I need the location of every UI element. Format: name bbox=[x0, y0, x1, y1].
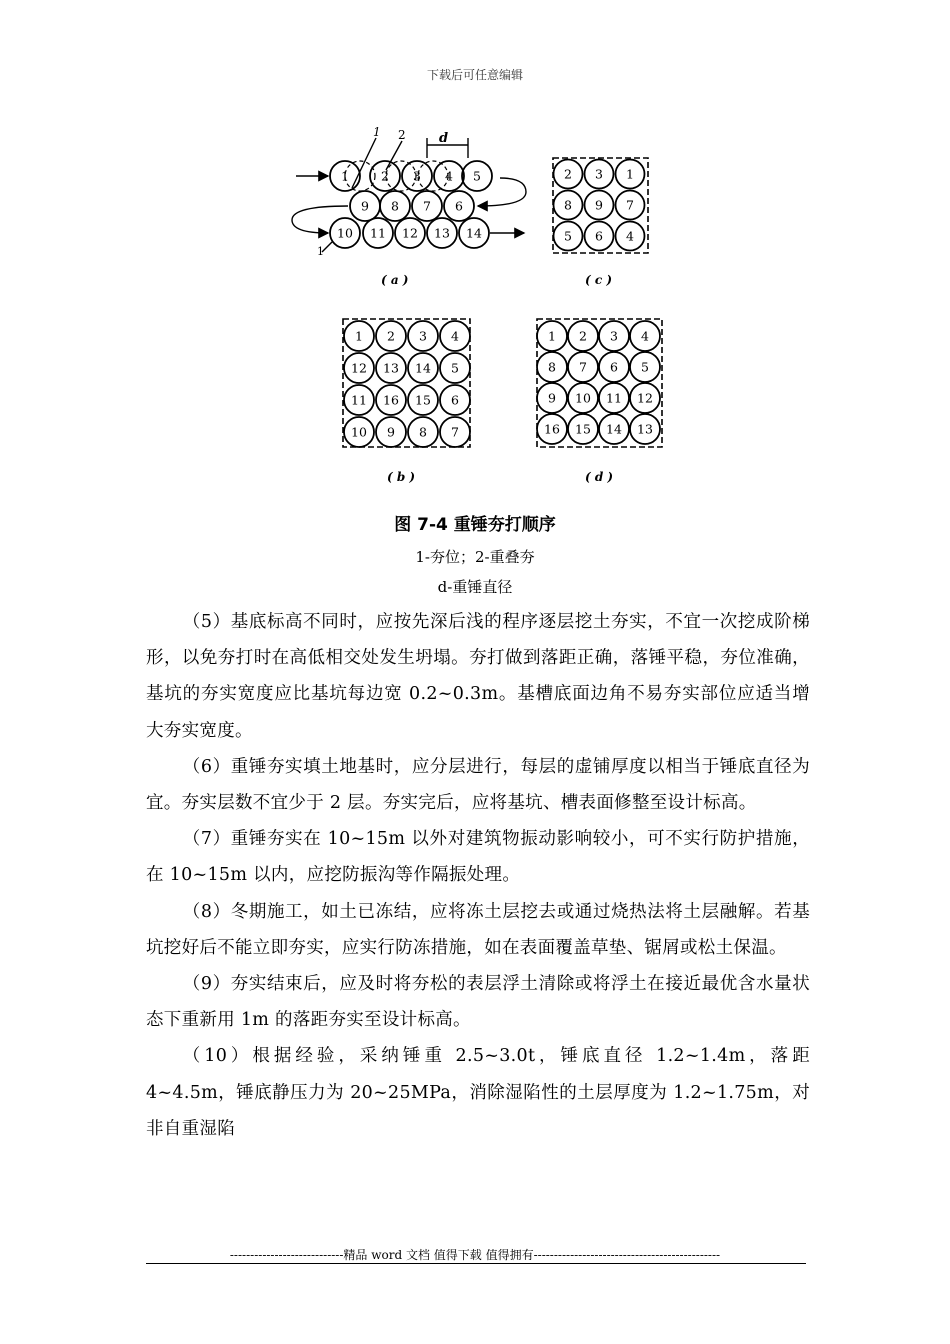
panel-a-row3-3-label: 12 bbox=[402, 225, 418, 241]
panel-d-r2c1-label: 8 bbox=[548, 359, 556, 375]
panel-d-r4c1-label: 16 bbox=[544, 421, 560, 437]
caption-b: ( b ) bbox=[387, 470, 416, 484]
panel-d-r3c3-label: 11 bbox=[606, 390, 622, 406]
panel-a-row1-4-label: 4 bbox=[445, 168, 453, 184]
panel-c-r3c3-label: 4 bbox=[626, 228, 634, 244]
panel-b-r4c4-label: 7 bbox=[451, 424, 459, 440]
paragraph-7: （7）重锤夯实在 10~15m 以外对建筑物振动影响较小，可不实行防护措施，在 10~15m 以内，应挖防振沟等作隔振处理。 bbox=[146, 829, 810, 886]
panel-d-r3c2-label: 10 bbox=[575, 390, 591, 406]
panel-a-row1-2-label: 2 bbox=[381, 168, 389, 184]
figure-legend-line-1: 1-夯位；2-重叠夯 bbox=[415, 548, 535, 566]
panel-d-r3c4-label: 12 bbox=[637, 390, 653, 406]
panel-b-r2c1-label: 12 bbox=[351, 360, 367, 376]
panel-a-row1-5-label: 5 bbox=[473, 168, 481, 184]
panel-d-r1c2-label: 2 bbox=[579, 328, 587, 344]
page-footer: ----------------------------精品 word 文档 值得下载 值得拥有---------------------------------------------- bbox=[229, 1248, 721, 1262]
page-header: 下载后可任意编辑 bbox=[426, 68, 523, 82]
panel-c-r2c2-label: 9 bbox=[595, 197, 603, 213]
figure-title: 图 7-4 重锤夯打顺序 bbox=[394, 515, 556, 535]
panel-a-row3-5-label: 14 bbox=[466, 225, 482, 241]
paragraph-6: （6）重锤夯实填土地基时，应分层进行，每层的虚铺厚度以相当于锤底直径为宜。夯实层数不宜少于 2 层。夯实完后，应将基坑、槽表面修整至设计标高。 bbox=[146, 756, 810, 814]
panel-d-r1c4-label: 4 bbox=[641, 328, 649, 344]
paragraph-5: （5）基底标高不同时，应按先深后浅的程序逐层挖土夯实，不宜一次挖成阶梯形，以免夯打时在高低相交处发生坍塌。夯打做到落距正确，落锤平稳，夯位准确，基坑的夯实宽度应比基坑每边宽 0.2~0.3m。基槽底面边角不易夯实部位应适当增大夯实宽度。 bbox=[146, 612, 810, 741]
dimension-label-d: d bbox=[439, 131, 449, 146]
panel-a-callout-line-1 bbox=[352, 138, 376, 188]
panel-a-return-arrow-right bbox=[478, 178, 526, 206]
panel-a-row3-2-label: 11 bbox=[370, 225, 386, 241]
panel-d-r2c2-label: 7 bbox=[579, 359, 587, 375]
panel-b-r1c2-label: 2 bbox=[387, 328, 395, 344]
panel-c-r2c3-label: 7 bbox=[626, 197, 634, 213]
panel-b-r1c3-label: 3 bbox=[419, 328, 427, 344]
panel-a-row1-1-label: 1 bbox=[341, 168, 349, 184]
panel-b-r1c4-label: 4 bbox=[451, 328, 459, 344]
paragraph-10: （10）根据经验，采纳锤重 2.5~3.0t，锤底直径 1.2~1.4m，落距 4~4.5m，锤底静压力为 20~25MPa，消除湿陷性的土层厚度为 1.2~1.75m，对非自重湿陷 bbox=[146, 1046, 810, 1139]
caption-a: ( a ) bbox=[381, 273, 409, 287]
panel-b-r3c3-label: 15 bbox=[415, 392, 431, 408]
panel-b-r4c1-label: 10 bbox=[351, 424, 367, 440]
panel-c-r1c2-label: 3 bbox=[595, 166, 603, 182]
panel-b-r4c2-label: 9 bbox=[387, 424, 395, 440]
panel-a-row2-2-label: 8 bbox=[391, 198, 399, 214]
footer-rule bbox=[146, 1263, 806, 1264]
paragraph-8: （8）冬期施工，如土已冻结，应将冻土层挖去或通过烧热法将土层融解。若基坑挖好后不能立即夯实，应实行防冻措施，如在表面覆盖草垫、锯屑或松土保温。 bbox=[146, 901, 810, 958]
panel-b-r3c2-label: 16 bbox=[383, 392, 399, 408]
caption-c: ( c ) bbox=[585, 273, 613, 287]
panel-d-r4c4-label: 13 bbox=[637, 421, 653, 437]
panel-d-r4c3-label: 14 bbox=[606, 421, 622, 437]
panel-a-row3-4-label: 13 bbox=[434, 225, 450, 241]
panel-d-r1c3-label: 3 bbox=[610, 328, 618, 344]
panel-c-r3c1-label: 5 bbox=[564, 228, 572, 244]
panel-a-row2-1-label: 9 bbox=[361, 198, 369, 214]
panel-a-overlap-3-circle bbox=[418, 161, 448, 191]
panel-d-r2c3-label: 6 bbox=[610, 359, 618, 375]
panel-d-r2c4-label: 5 bbox=[641, 359, 649, 375]
panel-d-r3c1-label: 9 bbox=[548, 390, 556, 406]
callout-label-1: 1 bbox=[373, 125, 381, 139]
panel-a-row1-3-label: 3 bbox=[413, 168, 421, 184]
panel-a-row2-3-label: 7 bbox=[423, 198, 431, 214]
callout-label-1-lower: 1 bbox=[317, 245, 324, 258]
panel-d-r4c2-label: 15 bbox=[575, 421, 591, 437]
panel-a-callout-line-2 bbox=[386, 141, 402, 170]
panel-c-r2c1-label: 8 bbox=[564, 197, 572, 213]
panel-a-row3-1-label: 10 bbox=[337, 225, 353, 241]
body-text bbox=[146, 604, 810, 1147]
panel-a-overlap-2-circle bbox=[386, 161, 416, 191]
panel-b-r2c3-label: 14 bbox=[415, 360, 431, 376]
callout-label-2: 2 bbox=[398, 128, 406, 142]
panel-c-r1c1-label: 2 bbox=[564, 166, 572, 182]
tamping-sequence-figure bbox=[0, 0, 950, 500]
panel-b-r2c2-label: 13 bbox=[383, 360, 399, 376]
panel-c-r1c3-label: 1 bbox=[626, 166, 634, 182]
paragraph-9: （9）夯实结束后，应及时将夯松的表层浮土清除或将浮土在接近最优含水量状态下重新用 1m 的落距夯实至设计标高。 bbox=[146, 974, 810, 1031]
panel-b-r2c4-label: 5 bbox=[451, 360, 459, 376]
panel-c-r3c2-label: 6 bbox=[595, 228, 603, 244]
panel-a-row2-4-label: 6 bbox=[455, 198, 463, 214]
panel-b-r3c1-label: 11 bbox=[351, 392, 367, 408]
panel-d-r1c1-label: 1 bbox=[548, 328, 556, 344]
caption-d: ( d ) bbox=[585, 470, 614, 484]
panel-b-r4c3-label: 8 bbox=[419, 424, 427, 440]
figure-legend-line-2: d-重锤直径 bbox=[437, 578, 513, 596]
panel-b-r3c4-label: 6 bbox=[451, 392, 459, 408]
panel-b-r1c1-label: 1 bbox=[355, 328, 363, 344]
